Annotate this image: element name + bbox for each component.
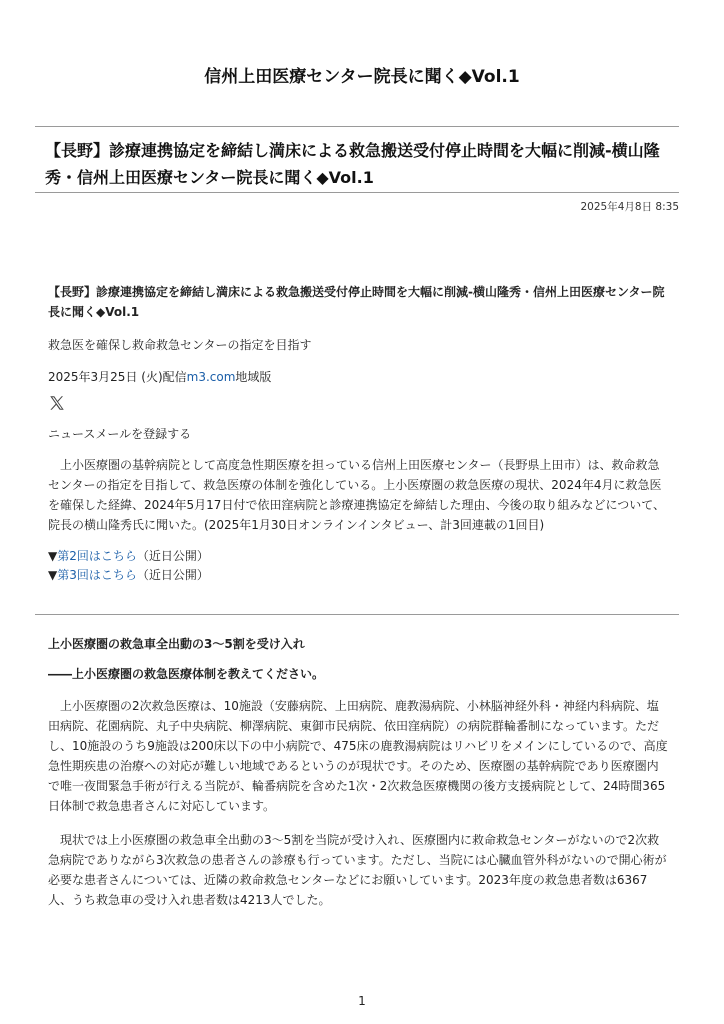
divider xyxy=(35,126,679,127)
article-title: 【長野】診療連携協定を締結し満床による救急搬送受付停止時間を大幅に削減-横山隆秀・信州上田医療センター院長に聞く◆Vol.1 xyxy=(45,141,660,187)
coming-soon-note: （近日公開） xyxy=(136,549,209,563)
published-suffix: 地域版 xyxy=(235,370,272,384)
page-number: 1 xyxy=(358,994,366,1008)
x-logo-icon xyxy=(48,394,66,412)
source-link[interactable]: m3.com xyxy=(186,370,236,384)
series-link-item xyxy=(48,547,668,566)
section-heading: 上小医療圏の救急車全出動の3～5割を受け入れ xyxy=(48,637,305,651)
article-body xyxy=(48,282,668,585)
article-section xyxy=(48,612,668,910)
answer-paragraph: 現状では上小医療圏の救急車全出動の3～5割を当院が受け入れ、医療圏内に救命救急センターがないので2次救急病院でありながら3次救急の患者さんの診療も行っています。ただし、当院には心臓血管外科がないので開心術が必要な患者さんについては、近隣の救命救急センターなどにお願いしています。2023年度の救急患者数は6367人、うち救急車の受け入れ患者数は4213人でした。 xyxy=(48,833,667,907)
interview-question: ――上小医療圏の救急医療体制を教えてください。 xyxy=(48,667,325,681)
divider xyxy=(35,192,679,193)
newsmail-register-link[interactable]: ニュースメールを登録する xyxy=(48,427,192,441)
x-share-button[interactable] xyxy=(48,386,668,415)
triangle-marker: ▼ xyxy=(48,549,58,563)
series-link-part3[interactable]: 第3回はこちら xyxy=(57,568,137,582)
series-link-part2[interactable]: 第2回はこちら xyxy=(57,549,137,563)
coming-soon-note: （近日公開） xyxy=(136,568,209,582)
lead-title: 【長野】診療連携協定を締結し満床による救急搬送受付停止時間を大幅に削減-横山隆秀・信州上田医療センター院長に聞く◆Vol.1 xyxy=(48,285,665,319)
intro-paragraph: 上小医療圏の基幹病院として高度急性期医療を担っている信州上田医療センター（長野県上田市）は、救命救急センターの指定を目指して、救急医療の体制を強化している。上小医療圏の救急医療の現状、2024年4月に救急医を確保した経緯、2024年5月17日付で依田窪病院と診療連携協定を締結した理由、今後の取り組みなどについて、院長の横山隆秀氏に聞いた。(2025年1月30日オンラインインタビュー、計3回連載の1回目) xyxy=(48,458,665,532)
published-prefix: 2025年3月25日 (火)配信 xyxy=(48,370,187,384)
page-title: 信州上田医療センター院長に聞く◆Vol.1 xyxy=(204,67,520,87)
triangle-marker: ▼ xyxy=(48,568,58,582)
publish-date: 2025年4月8日 8:35 xyxy=(580,201,679,213)
series-link-item xyxy=(48,566,668,585)
article-subtitle: 救急医を確保し救命救急センターの指定を目指す xyxy=(48,338,312,352)
answer-paragraph: 上小医療圏の2次救急医療は、10施設（安藤病院、上田病院、鹿教湯病院、小林脳神経外科・神経内科病院、塩田病院、花園病院、丸子中央病院、柳澤病院、東御市民病院、依田窪病院）の病院群輪番制になっています。ただし、10施設のうち9施設は200床以下の中小病院で、475床の鹿教湯病院はリハビリをメインにしているので、高度急性期疾患の治療への対応が難しい地域であるというのが現状です。そのため、医療圏の基幹病院であり医療圏内で唯一夜間緊急手術が行える当院が、輪番病院を含めた1次・2次救急医療機関の後方支援病院として、24時間365日体制で救急患者さんに対応しています。 xyxy=(48,699,668,813)
published-line xyxy=(48,368,668,386)
series-links xyxy=(48,547,668,585)
